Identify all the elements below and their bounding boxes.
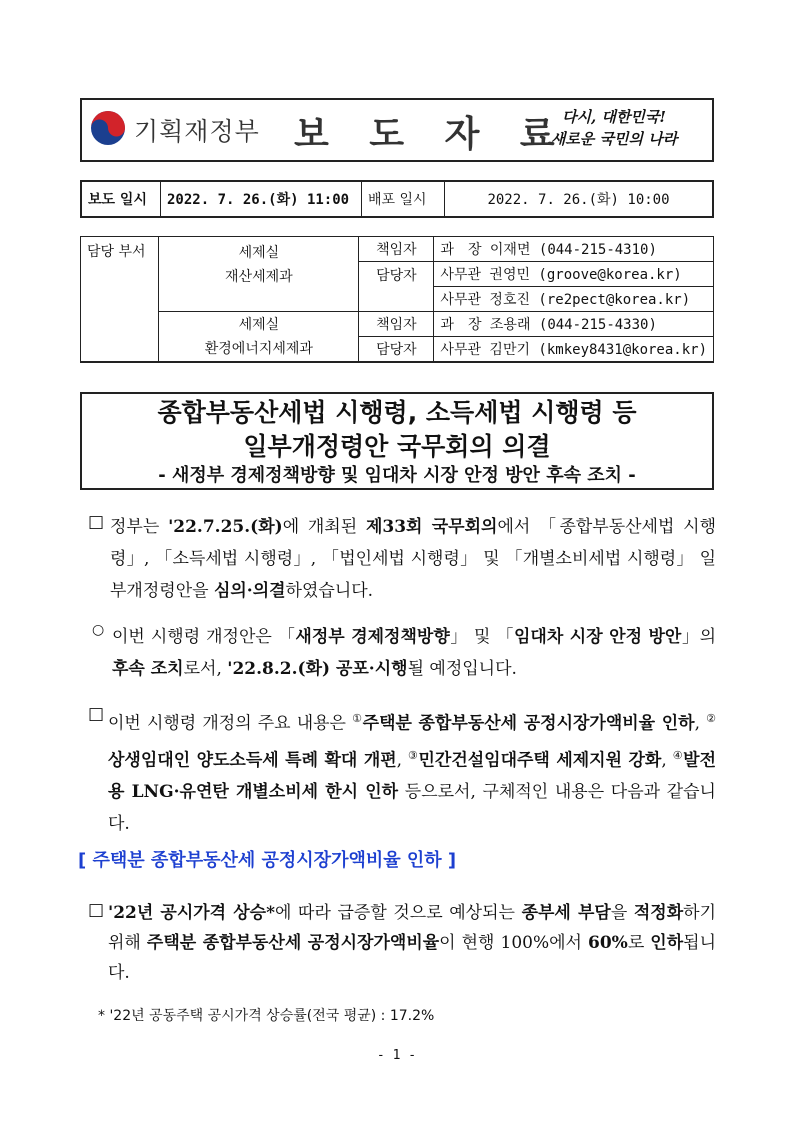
emphasis-text: 60%: [588, 933, 628, 953]
text-segment: 」의: [681, 627, 716, 647]
ministry-name: 기획재정부: [134, 117, 260, 146]
distribution-time-label: 배포 일시: [362, 181, 445, 217]
contact-role: 책임자: [359, 312, 434, 337]
box-bullet-icon: □: [88, 512, 105, 532]
emphasis-text: 발전용 LNG·유연탄 개별소비세 한시 인하: [108, 750, 716, 803]
text-segment: 될 예정입니다.: [407, 659, 517, 679]
contact-role: 담당자: [359, 262, 434, 312]
contact-person: 사무관 김만기 (kmkey8431@korea.kr): [434, 337, 714, 363]
release-date-table: [80, 180, 714, 218]
headline-subtitle: - 새정부 경제정책방향 및 임대차 시장 안정 방안 후속 조치 -: [158, 465, 636, 486]
paragraph-4: [108, 898, 716, 988]
press-release-header: [80, 98, 714, 162]
section-heading: [ 주택분 종합부동산세 공정시장가액비율 인하 ]: [78, 850, 457, 871]
emphasis-text: 주택분 종합부동산세 공정시장가액비율: [146, 933, 440, 953]
text-segment: 을: [610, 903, 634, 923]
division-name: 재산세제과: [225, 269, 293, 285]
emphasis-text: 제33회 국무회의: [365, 517, 498, 537]
page-number: - 1 -: [376, 1048, 417, 1063]
emphasis-text: 주택분 종합부동산세 공정시장가액비율 인하: [362, 713, 695, 734]
paragraph-3: [108, 703, 716, 840]
department-cell: [159, 237, 359, 312]
emphasis-text: 상생임대인 양도소득세 특례 확대 개편: [108, 750, 397, 771]
slogan: [544, 106, 684, 150]
circle-bullet-icon: ○: [92, 622, 105, 638]
office-name: 세제실: [238, 245, 280, 261]
department-label: 담당 부서: [81, 237, 159, 363]
contact-person: 사무관 권영민 (groove@korea.kr): [434, 262, 714, 287]
contact-role: 책임자: [359, 237, 434, 262]
text-segment: ,: [661, 750, 673, 771]
text-segment: ,: [694, 713, 707, 734]
document-type-title: 보 도 자 료: [294, 114, 569, 155]
emphasis-text: 민간건설임대주택 세제지원 강화: [418, 750, 662, 771]
press-time-label: 보도 일시: [81, 181, 161, 217]
box-bullet-icon: □: [88, 704, 105, 724]
item-number: ③: [408, 748, 419, 762]
emphasis-text: 적정화: [633, 903, 684, 923]
item-number: ④: [672, 748, 684, 762]
emphasis-text: 후속 조치: [112, 659, 184, 679]
emphasis-text: 심의·의결: [213, 581, 286, 601]
footnote: * '22년 공동주택 공시가격 상승률(전국 평균) : 17.2%: [98, 1008, 435, 1024]
text-segment: 정부는: [110, 517, 169, 537]
text-segment: 」 및 「: [449, 627, 514, 647]
text-segment: 로서,: [183, 659, 228, 679]
item-number: ②: [706, 712, 716, 725]
box-bullet-icon: □: [88, 900, 105, 920]
headline-line-1: 종합부동산세법 시행령, 소득세법 시행령 등: [157, 398, 637, 427]
emphasis-text: '22.7.25.(화): [168, 517, 283, 537]
item-number: ①: [352, 712, 363, 725]
emphasis-text: 종부세 부담: [521, 903, 611, 923]
text-segment: 로: [627, 933, 651, 953]
contacts-table: [80, 236, 714, 363]
government-emblem-icon: [90, 110, 126, 146]
emphasis-text: 새정부 경제정책방향: [295, 627, 450, 647]
slogan-line: 다시, 대한민국!: [562, 108, 666, 126]
text-segment: 하기 위해: [108, 903, 717, 953]
office-name: 세제실: [238, 316, 280, 333]
contact-person: 과 장 이재면 (044-215-4310): [434, 237, 714, 262]
text-segment: 에 따라 급증할 것으로 예상되는: [274, 903, 522, 923]
text-segment: 됩니다.: [108, 933, 716, 983]
slogan-line: 새로운 국민의 나라: [550, 130, 678, 148]
headline-box: [80, 392, 714, 490]
text-segment: 하였습니다.: [285, 581, 374, 601]
text-segment: 에 개최된: [282, 517, 366, 537]
text-segment: 이번 시행령 개정안은 「: [112, 627, 296, 647]
department-cell: [159, 312, 359, 363]
emphasis-text: '22.8.2.(화) 공포·시행: [227, 659, 408, 679]
press-time-value: 2022. 7. 26.(화) 11:00: [161, 181, 362, 217]
text-segment: 등으로서, 구체적인 내용은 다음과 같습니다.: [108, 782, 716, 835]
text-segment: 에서 「종합부동산세법 시행령」, 「소득세법 시행령」, 「법인세법 시행령」 및 「개별소비세법 시행령」 일부개정령안을: [110, 517, 717, 601]
paragraph-2: [112, 621, 716, 685]
emphasis-text: 임대차 시장 안정 방안: [514, 627, 682, 647]
contact-person: 사무관 정호진 (re2pect@korea.kr): [434, 287, 714, 312]
text-segment: 이 현행 100%에서: [439, 933, 588, 953]
emphasis-text: '22년 공시가격 상승*: [108, 903, 275, 923]
text-segment: ,: [396, 750, 409, 771]
contact-role: 담당자: [359, 337, 434, 363]
contact-person: 과 장 조용래 (044-215-4330): [434, 312, 714, 337]
division-name: 환경에너지세제과: [204, 340, 313, 357]
emphasis-text: 인하: [650, 933, 684, 953]
paragraph-1: [110, 511, 716, 607]
distribution-time-value: 2022. 7. 26.(화) 10:00: [445, 181, 714, 217]
headline-line-2: 일부개정령안 국무회의 의결: [243, 432, 551, 461]
text-segment: 이번 시행령 개정의 주요 내용은: [108, 713, 353, 734]
